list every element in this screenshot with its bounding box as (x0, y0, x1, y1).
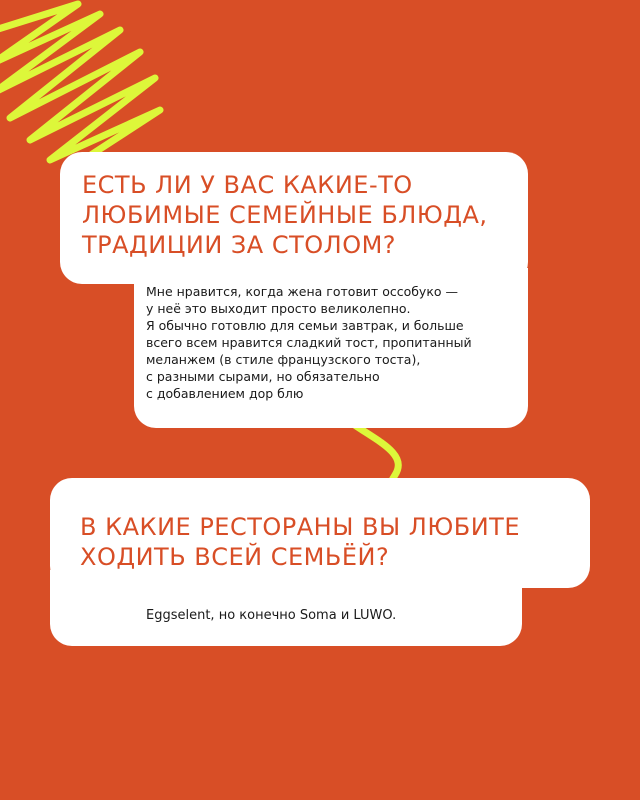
answer-1-line-7: с добавлением дор блю (146, 386, 304, 401)
question-2: В КАКИЕ РЕСТОРАНЫ ВЫ ЛЮБИТЕ ХОДИТЬ ВСЕЙ СЕМЬЁЙ? (80, 513, 520, 571)
answer-1-line-2: у неё это выходит просто великолепно. (146, 301, 411, 316)
answer-1-line-4: всего всем нравится сладкий тост, пропитанный (146, 335, 472, 350)
answer-1-line-3: Я обычно готовлю для семьи завтрак, и больше (146, 318, 464, 333)
answer-1-line-5: меланжем (в стиле французского тоста), (146, 352, 421, 367)
answer-2-line-1: Eggselent, но конечно Soma и LUWO. (146, 608, 397, 623)
answer-1-line-1: Мне нравится, когда жена готовит оссобуко — (146, 284, 459, 299)
answer-2 (146, 607, 506, 625)
answer-1 (146, 283, 516, 402)
question-1: ЕСТЬ ЛИ У ВАС КАКИЕ-ТО ЛЮБИМЫЕ СЕМЕЙНЫЕ БЛЮДА, ТРАДИЦИИ ЗА СТОЛОМ? (82, 171, 488, 259)
answer-1-line-6: с разными сырами, но обязательно (146, 369, 380, 384)
